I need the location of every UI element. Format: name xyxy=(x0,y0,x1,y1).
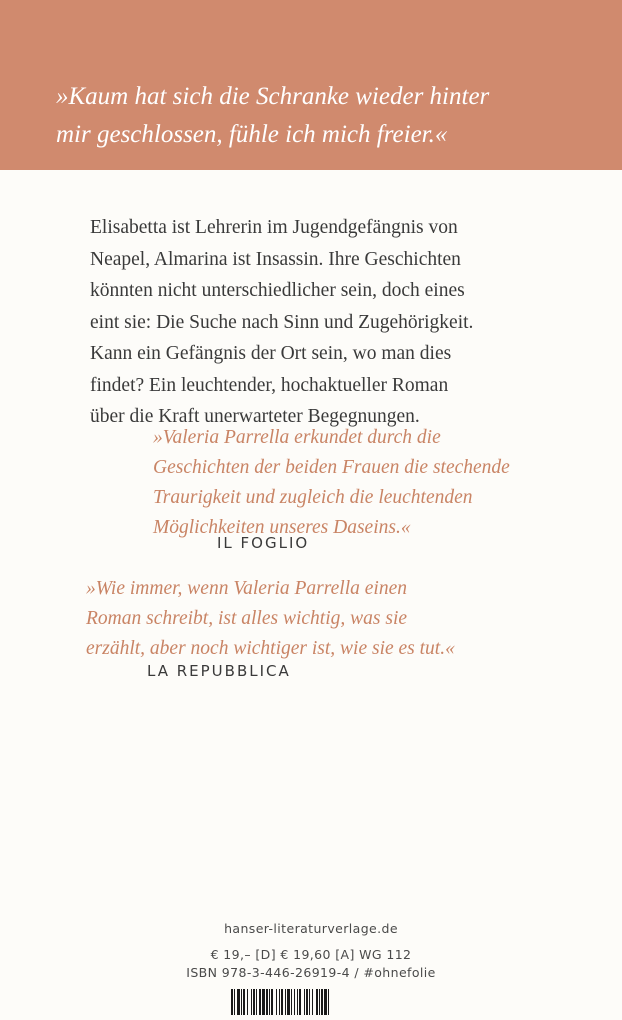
description-line: könnten nicht unterschiedlicher sein, doch eines xyxy=(90,280,465,301)
barcode-icon xyxy=(231,989,391,1015)
price-info: € 19,– [D] € 19,60 [A] WG 112 xyxy=(210,947,412,962)
review-line: »Wie immer, wenn Valeria Parrella einen xyxy=(86,578,407,599)
review-source-il-foglio: IL FOGLIO xyxy=(217,534,310,552)
header-banner xyxy=(0,0,622,170)
review-quote-il-foglio xyxy=(153,423,510,543)
description-line: Neapel, Almarina ist Insassin. Ihre Geschichten xyxy=(90,248,461,270)
description-line: über die Kraft unerwarteter Begegnungen. xyxy=(90,406,420,427)
description-line: Kann ein Gefängnis der Ort sein, wo man dies xyxy=(90,343,452,364)
description-line: eint sie: Die Suche nach Sinn und Zugehörigkeit. xyxy=(90,311,474,333)
book-description xyxy=(90,212,590,433)
description-line: Elisabetta ist Lehrerin im Jugendgefängnis von xyxy=(90,217,458,238)
description-line: findet? Ein leuchtender, hochaktueller Roman xyxy=(90,374,449,396)
review-quote-la-repubblica xyxy=(86,574,455,664)
banner-quote-line: »Kaum hat sich die Schranke wieder hinter xyxy=(56,83,490,110)
review-line: Traurigkeit und zugleich die leuchtenden xyxy=(153,487,473,508)
review-line: Roman schreibt, ist alles wichtig, was sie xyxy=(86,608,408,629)
isbn-info: ISBN 978-3-446-26919-4 / #ohnefolie xyxy=(186,965,436,980)
review-line: »Valeria Parrella erkundet durch die xyxy=(153,427,441,448)
publisher-url: hanser-literaturverlage.de xyxy=(224,921,398,936)
banner-quote xyxy=(56,78,596,154)
review-line: Geschichten der beiden Frauen die stechende xyxy=(153,457,510,478)
review-line: erzählt, aber noch wichtiger ist, wie sie es tut.« xyxy=(86,638,455,659)
banner-quote-line: mir geschlossen, fühle ich mich freier.« xyxy=(56,121,448,148)
review-source-la-repubblica: LA REPUBBLICA xyxy=(147,662,291,680)
review-line: Möglichkeiten unseres Daseins.« xyxy=(153,517,411,538)
